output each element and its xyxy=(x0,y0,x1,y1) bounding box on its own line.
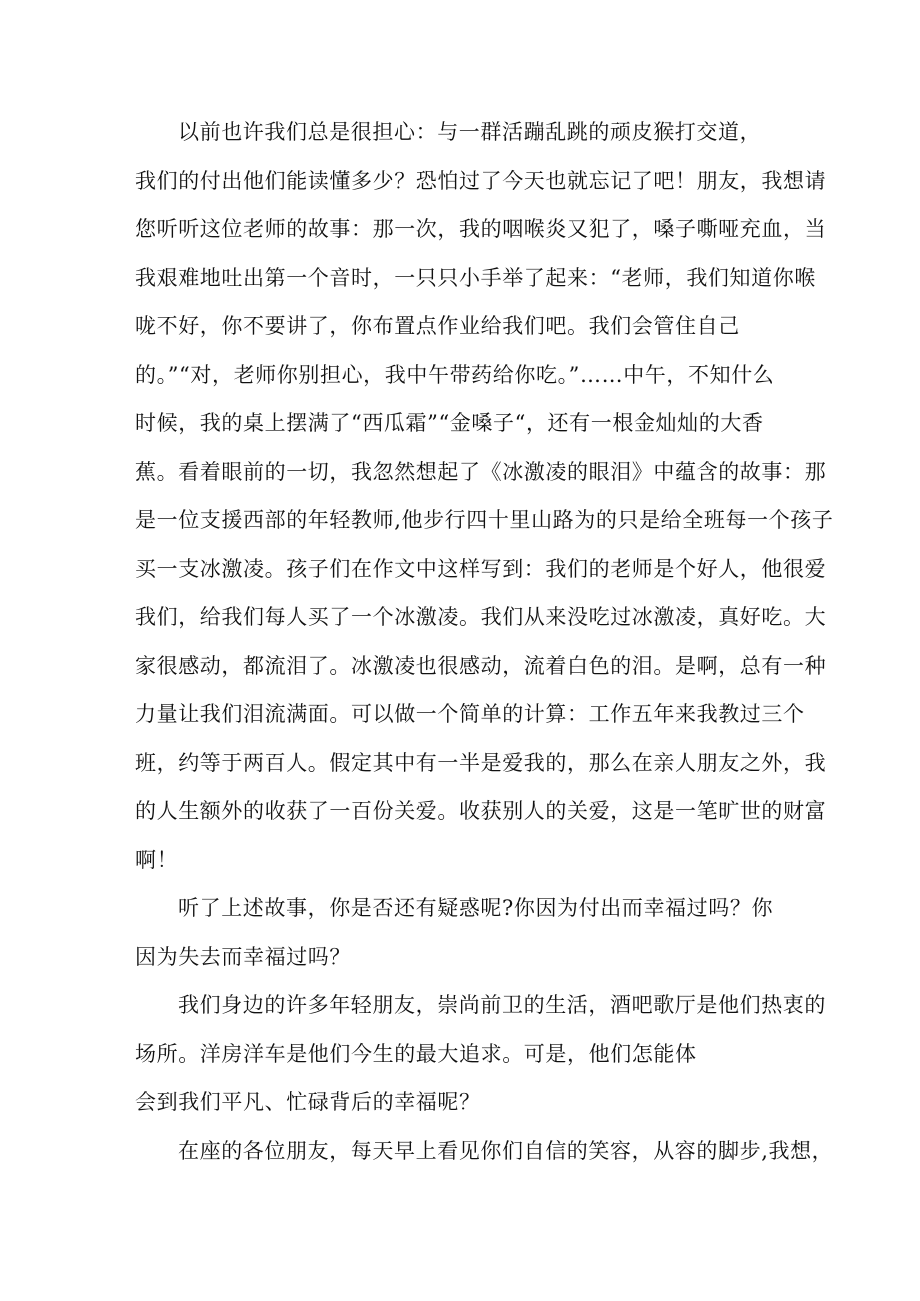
text-line: 以前也许我们总是很担心：与一群活蹦乱跳的顽皮猴打交道， xyxy=(178,120,762,144)
text-line: 场所。洋房洋车是他们今生的最大追求。可是，他们怎能体 xyxy=(135,1042,697,1066)
text-line: 我们，给我们每人买了一个冰激凌。我们从来没吃过冰激凌，真好吃。大 xyxy=(135,605,827,629)
text-line: 班，约等于两百人。假定其中有一半是爱我的，那么在亲人朋友之外，我 xyxy=(135,751,827,775)
text-line: 在座的各位朋友，每天早上看见你们自信的笑容，从容的脚步,我想， xyxy=(178,1139,834,1163)
text-line: 的人生额外的收获了一百份关爱。收获别人的关爱，这是一笔旷世的财富 xyxy=(135,799,827,823)
text-line: 蕉。看着眼前的一切，我忽然想起了《冰激凌的眼泪》中蕴含的故事：那 xyxy=(135,460,827,484)
text-line: 力量让我们泪流满面。可以做一个简单的计算：工作五年来我教过三个 xyxy=(135,702,805,726)
text-line: 因为失去而幸福过吗？ xyxy=(135,945,351,969)
text-line: 会到我们平凡、忙碌背后的幸福呢？ xyxy=(135,1090,481,1114)
text-line: 听了上述故事，你是否还有疑惑呢?你因为付出而幸福过吗？你 xyxy=(178,896,774,920)
text-line: 是一位支援西部的年轻教师,他步行四十里山路为的只是给全班每一个孩子 xyxy=(135,508,834,532)
text-line: 咙不好，你不要讲了，你布置点作业给我们吧。我们会管住自己 xyxy=(135,314,740,338)
text-line: 的。”“对，老师你别担心，我中午带药给你吃。”……中午，不知什么 xyxy=(135,363,775,387)
text-line: 家很感动，都流泪了。冰激凌也很感动，流着白色的泪。是啊，总有一种 xyxy=(135,654,827,678)
text-line: 我们的付出他们能读懂多少？恐怕过了今天也就忘记了吧！朋友，我想请 xyxy=(135,169,827,193)
text-line: 我艰难地吐出第一个音时，一只只小手举了起来：“老师，我们知道你喉 xyxy=(135,266,816,290)
text-line: 啊！ xyxy=(135,848,179,872)
text-line: 我们身边的许多年轻朋友，崇尚前卫的生活，酒吧歌厅是他们热衷的 xyxy=(178,993,826,1017)
text-line: 买一支冰激凌。孩子们在作文中这样写到：我们的老师是个好人，他很爱 xyxy=(135,557,827,581)
text-line: 时候，我的桌上摆满了“西瓜霜”“金嗓子“，还有一根金灿灿的大香 xyxy=(135,411,764,435)
text-line: 您听听这位老师的故事：那一次，我的咽喉炎又犯了，嗓子嘶哑充血，当 xyxy=(135,217,827,241)
